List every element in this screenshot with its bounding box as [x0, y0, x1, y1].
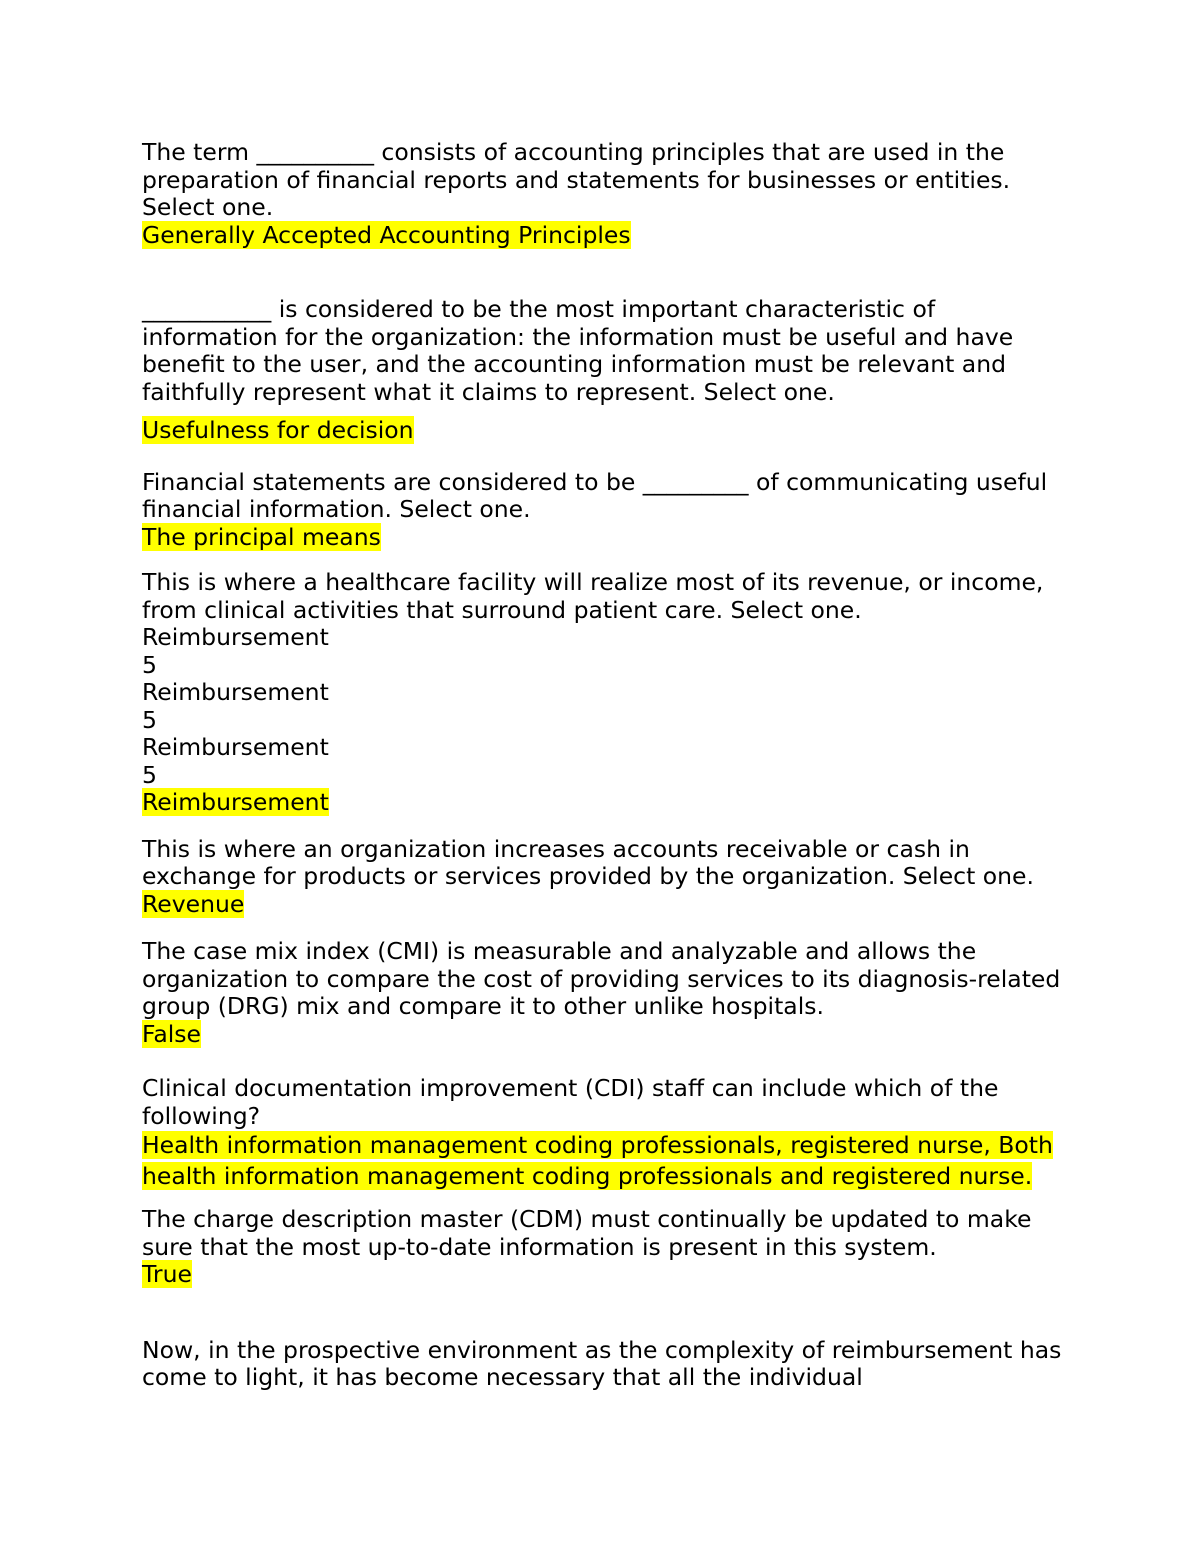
answer-8: [142, 1261, 1072, 1289]
spacer: [142, 817, 1072, 836]
question-4: This is where a healthcare facility will realize most of its revenue, or income, from clinical activities that surround patient care. Select one.: [142, 568, 1044, 624]
question-3: Financial statements are considered to be _________ of communicating useful financial information. Select one.: [142, 467, 1048, 523]
answer-5: [142, 891, 1072, 919]
answer-2: [142, 417, 1072, 445]
answer-1-highlight: Generally Accepted Accounting Principles: [142, 220, 631, 249]
answer-6: [142, 1021, 1072, 1049]
answer-3: [142, 524, 1072, 552]
spacer: [142, 1289, 1072, 1337]
spacer: [142, 918, 1072, 938]
answer-2-highlight: Usefulness for decision: [142, 416, 414, 444]
document-page: [142, 139, 1072, 1392]
answer-5-highlight: Revenue: [142, 889, 245, 918]
q4-line-5: Reimbursement: [142, 733, 329, 761]
q4-line-1: Reimbursement: [142, 623, 329, 651]
q4-line-2: 5: [142, 650, 157, 679]
spacer: [142, 551, 1072, 569]
question-5: This is where an organization increases accounts receivable or cash in exchange for products or services provided by the organization. Select one.: [142, 834, 1034, 890]
question-1: The term __________ consists of accounting principles that are used in the preparation of financial reports and statements for businesses or entities. Select one.: [142, 138, 1011, 221]
q4-line-6: 5: [142, 760, 157, 789]
question-9: Now, in the prospective environment as the complexity of reimbursement has come to light, it has become necessary that all the individual: [142, 1335, 1062, 1391]
question-6: The case mix index (CMI) is measurable and analyzable and allows the organization to compare the cost of providing services to its diagnosis-related group (DRG) mix and compare it to other unlike hospitals.: [142, 937, 1061, 1020]
spacer: [142, 445, 1072, 469]
spacer: [142, 249, 1072, 296]
answer-8-highlight: True: [142, 1260, 192, 1288]
question-8: The charge description master (CDM) must continually be updated to make sure that the most up-to-date information is present in this system.: [142, 1205, 1032, 1261]
spacer: [142, 1192, 1072, 1206]
q4-line-3: Reimbursement: [142, 678, 329, 706]
answer-4: [142, 789, 1072, 817]
q4-line-4: 5: [142, 705, 157, 734]
answer-4-highlight: Reimbursement: [142, 788, 329, 816]
answer-7-highlight: Health information management coding professionals, registered nurse, Both health information management coding professionals and registered nurse.: [142, 1131, 1053, 1190]
question-7: Clinical documentation improvement (CDI) staff can include which of the following?: [142, 1074, 999, 1130]
answer-7: [142, 1130, 1072, 1192]
answer-6-highlight: False: [142, 1019, 201, 1048]
answer-1: [142, 222, 1072, 250]
spacer: [142, 1048, 1072, 1075]
question-2: ___________ is considered to be the most important characteristic of information for the organization: the information must be useful and have benefit to the user, and the accounting information must be relevant and faithfully represent what it claims to represent. Select one.: [142, 295, 1014, 406]
answer-3-highlight: The principal means: [142, 522, 381, 551]
